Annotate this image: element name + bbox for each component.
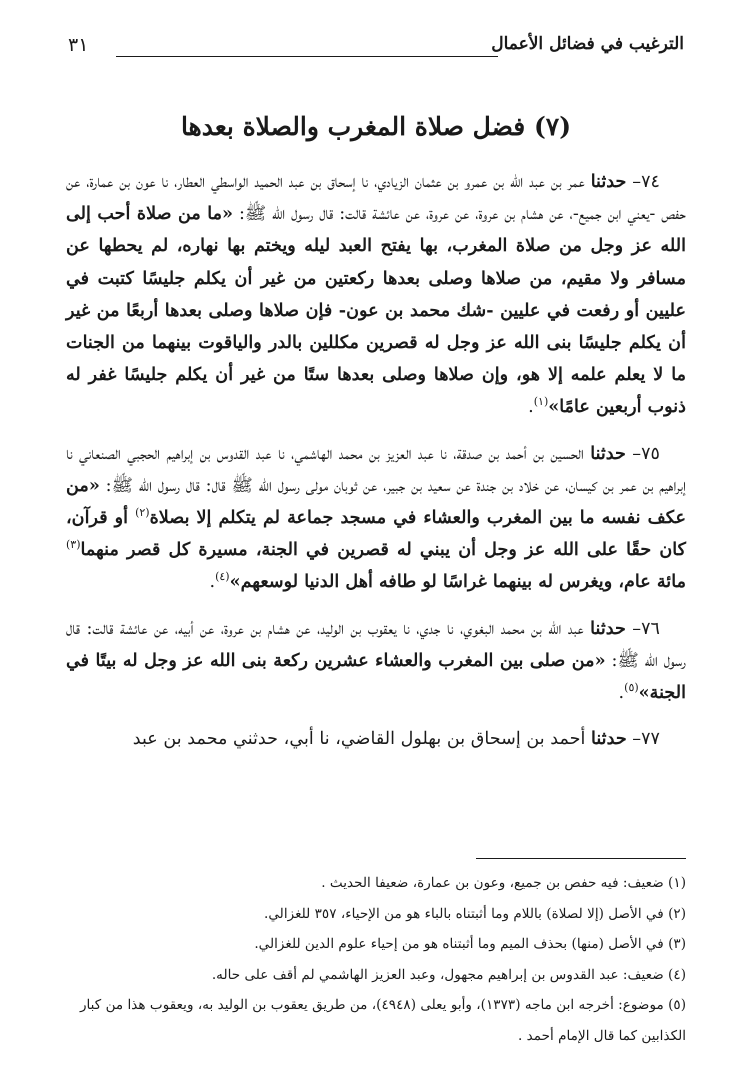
hadith-matn: «ما من صلاة أحب إلى الله عز وجل من صلاة المغرب، بها يفتح العبد ليله ويختم بها نهاره، لم يحطها عن مسافر ولا مقيم، من صلاها وصلى بعدها ركعتين من غير أن يكلم جليسًا كتبت في عليين أو رفعت في عليين -شك محمد بن عون- فإن صلاها وصلى بعدها أربعًا من غير أن يكلم جليسًا بنى الله عز وجل له قصرين مكللين بالدر والياقوت بينهما من الجنات ما لا يعلم علمه إلا هو، وإن صلاها وصلى بعدها ستًا من غير أن يكلم جليسًا غفر له ذنوب أربعين عامًا» (66, 203, 686, 418)
footnote-4: (٤) ضعيف: عبد القدوس بن إبراهيم مجهول، وعبد العزيز الهاشمي لم أقف على حاله. (211, 966, 686, 983)
hadith-matn: «من عكف نفسه ما بين المغرب والعشاء في مسجد جماعة لم يتكلم إلا بصلاة (66, 474, 686, 529)
hadith-number: ٧٤– (632, 172, 660, 192)
hadith-number: ٧٧– (632, 729, 660, 750)
hadith-opening: حدثنا (590, 442, 626, 464)
hadith-opening: حدثنا (591, 728, 627, 750)
footnote-1: (١) ضعيف: فيه حفص بن جميع، وعون بن عمارة، ضعيفا الحديث . (321, 875, 686, 891)
hadith-isnad: أحمد بن إسحاق بن بهلول القاضي، نا أبي، حدثني محمد بن عبد (132, 729, 592, 750)
hadith-opening: حدثنا (590, 171, 627, 192)
hadith-isnad: الحسين بن أحمد بن صدقة، نا عبد العزيز بن محمد الهاشمي، نا عبد القدوس بن إبراهيم الحجبي الصنعاني نا إبراهيم بن عمر بن كيسان، عن خلاد بن جندة عن سعيد بن جبير، عن ثوبان مولى رسول الله ﷺ قال: قال رسول الله ﷺ: (66, 443, 686, 496)
hadith-tail: . (209, 572, 216, 593)
hadith-opening: حدثنا (590, 617, 626, 639)
hadith-isnad: عبد الله بن محمد البغوي، نا جدي، نا يعقوب بن الوليد، عن هشام بن عروة، عن أبيه، عن عائشة قالت: قال رسول الله ﷺ: (66, 618, 686, 671)
hadith-74 (66, 166, 686, 424)
footnotes (66, 868, 686, 1051)
hadith-76 (66, 613, 686, 710)
chapter-title: (٧) فضل صلاة المغرب والصلاة بعدها (180, 112, 572, 141)
hadith-matn-continued: أو قرآن، كان حقًا على الله عز وجل أن يبني له قصرين في الجنة، مسيرة كل قصر منهما (66, 507, 686, 561)
footnote-ref: (٢) (135, 506, 150, 520)
hadith-77 (66, 723, 686, 755)
hadith-75 (66, 438, 686, 599)
hadith-isnad: عمر بن عبد الله بن عمرو بن عثمان الزيادي، نا إسحاق بن عبد الحميد الواسطي العطار، نا عون بن عمارة، عن حفص -يعني ابن جميع-، عن هشام بن عروة، عن عروة، عن عائشة قالت: قال رسول الله ﷺ: (66, 172, 686, 225)
hadith-number: ٧٦– (632, 618, 660, 639)
footnote-3: (٣) في الأصل (منها) بحذف الميم وما أثبتناه هو من إحياء علوم الدين للغزالي. (254, 936, 686, 952)
header-rule (116, 56, 498, 57)
footnote-separator (476, 858, 686, 859)
hadith-matn-end: مائة عام، ويغرس له بينهما غراسًا لو طافه أهل الدنيا لوسعهم» (229, 571, 686, 593)
hadith-number: ٧٥– (632, 443, 660, 464)
footnote-ref: (٥) (624, 681, 639, 695)
running-header (68, 30, 684, 60)
hadith-tail: . (618, 683, 625, 704)
hadith-matn: «من صلى بين المغرب والعشاء عشرين ركعة بنى الله عز وجل له بيتًا في الجنة» (66, 649, 686, 704)
footnote-2: (٢) في الأصل (إلا لصلاة) باللام وما أثبتناه بالباء هو من الإحياء، ٣٥٧ للغزالي. (264, 905, 686, 922)
running-title: الترغيب في فضائل الأعمال (491, 34, 684, 54)
footnote-ref: (١) (533, 395, 549, 409)
page-number: ٣١ (68, 34, 89, 56)
hadith-tail: . (528, 397, 534, 418)
footnote-5: (٥) موضوع: أخرجه ابن ماجه (١٣٧٣)، وأبو يعلى (٤٩٤٨)، من طريق يعقوب بن الوليد به، ويعقوب هذا من كبار الكذابين كما قال الإمام أحمد . (79, 997, 686, 1044)
main-text (66, 166, 686, 769)
footnote-ref: (٣) (66, 538, 81, 552)
footnote-ref: (٤) (215, 570, 230, 584)
